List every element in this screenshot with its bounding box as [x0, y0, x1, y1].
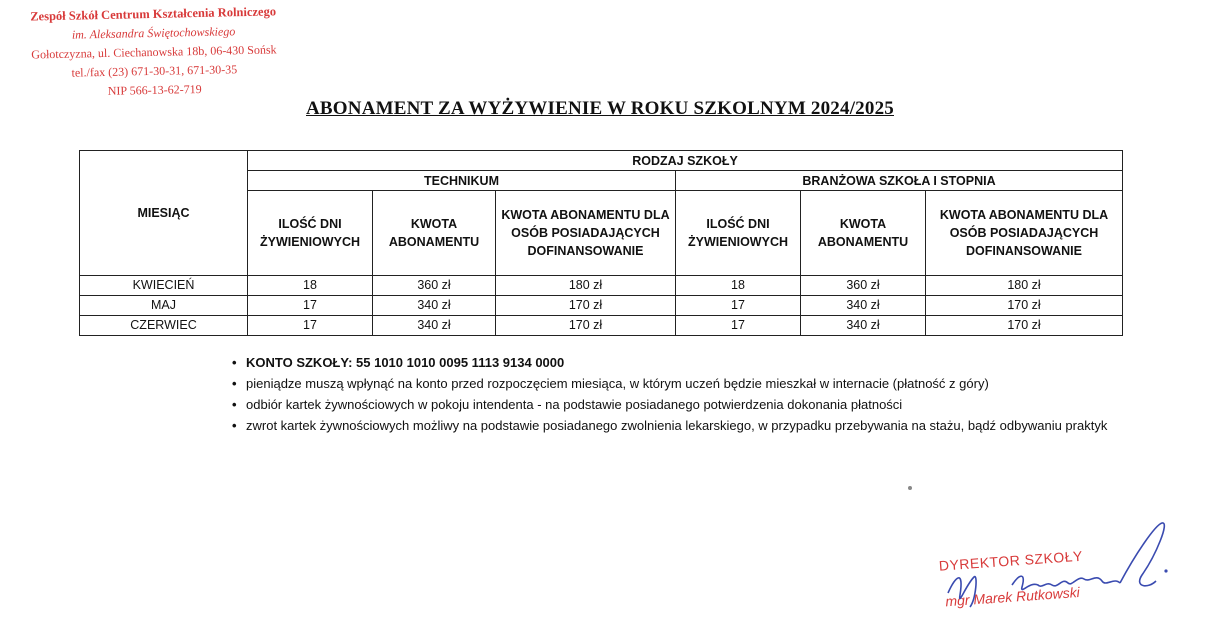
list-item: [232, 394, 1107, 415]
document-title: ABONAMENT ZA WYŻYWIENIE W ROKU SZKOLNYM 2024/2025: [306, 98, 894, 119]
row-month: KWIECIEŃ: [80, 275, 248, 295]
stamp-phone: tel./fax (23) 671-30-31, 671-30-35: [71, 62, 238, 80]
table-cell: 18: [676, 275, 801, 295]
table-cell: 170 zł: [496, 295, 676, 315]
table-cell: 170 zł: [926, 295, 1123, 315]
branzowa-subsidized-header: KWOTA ABONAMENTU DLA OSÓB POSIADAJĄCYCH DOFINANSOWANIE: [926, 191, 1123, 275]
table-cell: 18: [248, 275, 373, 295]
table-cell: 360 zł: [373, 275, 496, 295]
bullet-icon: •: [232, 376, 237, 391]
table-cell: 170 zł: [926, 315, 1123, 335]
table-row: [80, 315, 1123, 335]
table-cell: 170 zł: [496, 315, 676, 335]
table-cell: 180 zł: [926, 275, 1123, 295]
scan-speck: [908, 486, 912, 490]
technikum-amount-header: KWOTA ABONAMENTU: [373, 191, 496, 275]
handwritten-signature: [930, 515, 1180, 625]
table-cell: 180 zł: [496, 275, 676, 295]
branzowa-header: BRANŻOWA SZKOŁA I STOPNIA: [676, 171, 1123, 191]
stamp-patron: im. Aleksandra Świętochowskiego: [71, 24, 236, 42]
list-item: [232, 415, 1107, 436]
notes-list: [232, 352, 1107, 436]
table-cell: 340 zł: [801, 315, 926, 335]
table-cell: 17: [248, 295, 373, 315]
subscription-table: [79, 150, 1123, 336]
director-role: DYREKTOR SZKOŁY: [938, 547, 1084, 574]
month-column-header: MIESIĄC: [80, 151, 248, 276]
payment-note: pieniądze muszą wpłynąć na konto przed rozpoczęciem miesiąca, w którym uczeń będzie mieszkał w internacie (płatność z góry): [246, 376, 989, 391]
row-month: CZERWIEC: [80, 315, 248, 335]
school-stamp: [8, 2, 300, 103]
table-cell: 17: [676, 315, 801, 335]
bank-account-note: KONTO SZKOŁY: 55 1010 1010 0095 1113 9134 0000: [246, 355, 565, 370]
table-row: [80, 295, 1123, 315]
row-month: MAJ: [80, 295, 248, 315]
pickup-note: odbiór kartek żywnościowych w pokoju intendenta - na podstawie posiadanego potwierdzenia dokonania płatności: [246, 397, 903, 412]
bullet-icon: •: [232, 418, 237, 433]
table-row: [80, 275, 1123, 295]
branzowa-amount-header: KWOTA ABONAMENTU: [801, 191, 926, 275]
stamp-address: Gołotczyzna, ul. Ciechanowska 18b, 06-430 Sońsk: [31, 42, 277, 62]
technikum-days-header: ILOŚĆ DNI ŻYWIENIOWYCH: [248, 191, 373, 275]
table-cell: 340 zł: [801, 295, 926, 315]
technikum-header: TECHNIKUM: [248, 171, 676, 191]
director-name: mgr Marek Rutkowski: [944, 583, 1081, 610]
bullet-icon: •: [232, 397, 237, 412]
refund-note: zwrot kartek żywnościowych możliwy na podstawie posiadanego zwolnienia lekarskiego, w przypadku przebywania na stażu, bądź odbywaniu praktyk: [246, 418, 1108, 433]
table-cell: 360 zł: [801, 275, 926, 295]
list-item: [232, 373, 1107, 394]
table-cell: 17: [676, 295, 801, 315]
branzowa-days-header: ILOŚĆ DNI ŻYWIENIOWYCH: [676, 191, 801, 275]
stamp-school-name: Zespół Szkół Centrum Kształcenia Rolniczego: [30, 4, 277, 24]
school-type-header: RODZAJ SZKOŁY: [248, 151, 1123, 171]
table-cell: 340 zł: [373, 315, 496, 335]
list-item: [232, 352, 1107, 373]
bullet-icon: •: [232, 355, 237, 370]
stamp-nip: NIP 566-13-62-719: [107, 81, 202, 98]
technikum-subsidized-header: KWOTA ABONAMENTU DLA OSÓB POSIADAJĄCYCH DOFINANSOWANIE: [496, 191, 676, 275]
table-cell: 17: [248, 315, 373, 335]
table-cell: 340 zł: [373, 295, 496, 315]
